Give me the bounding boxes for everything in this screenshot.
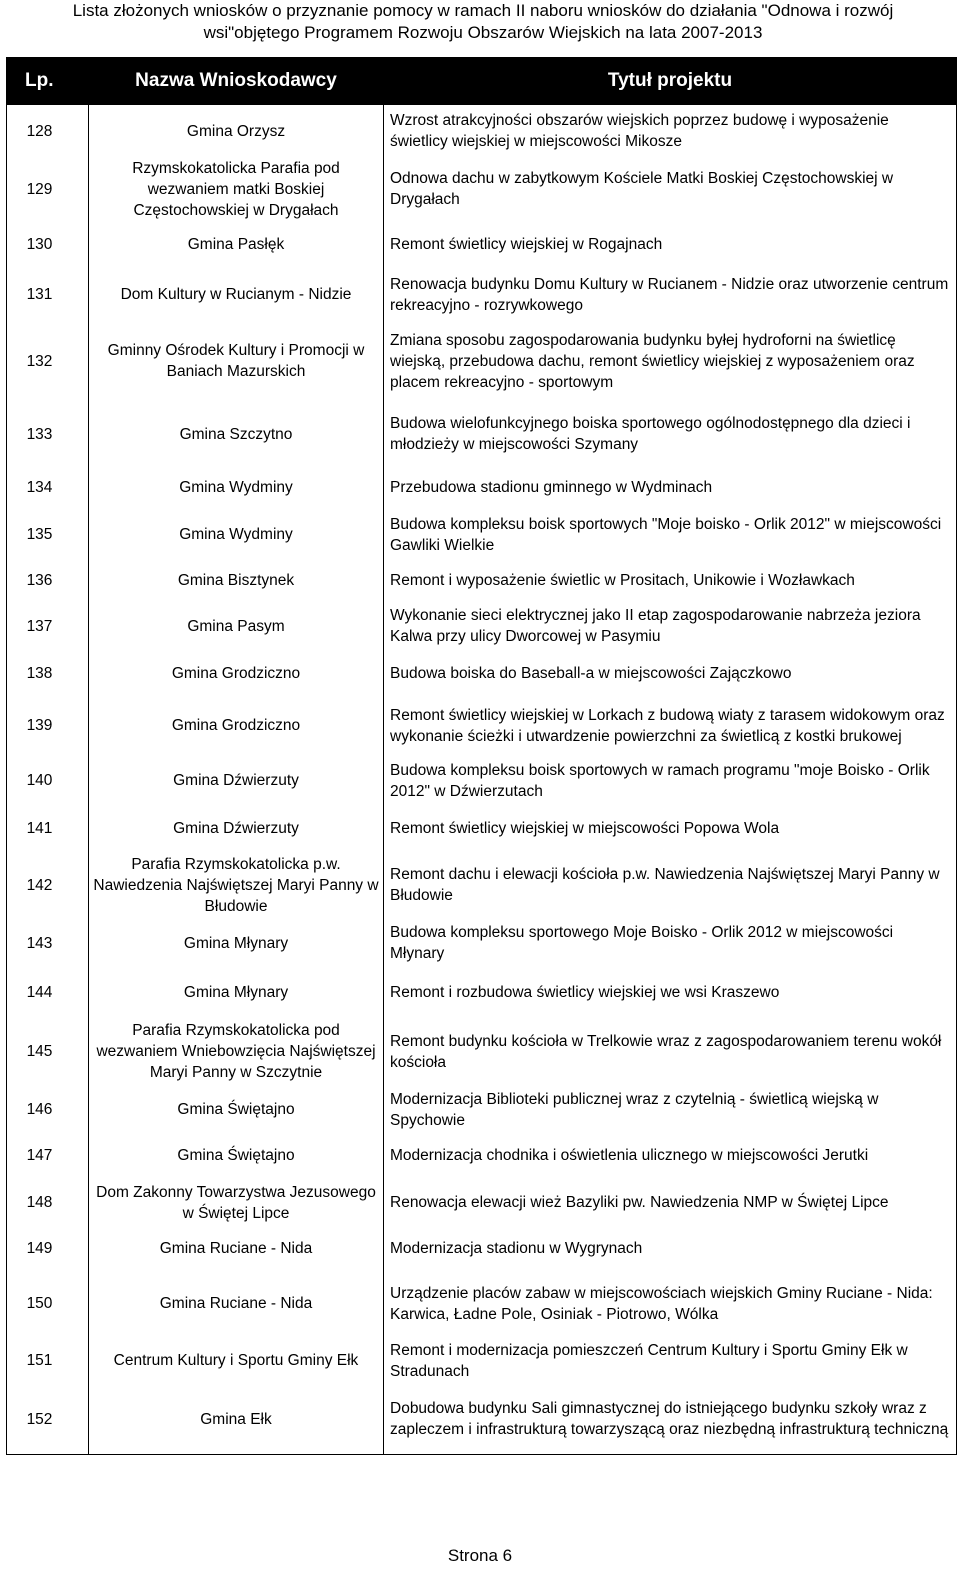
table-row — [7, 1088, 957, 1132]
applicant-name: Gmina Szczytno — [89, 401, 384, 468]
table-row — [7, 508, 957, 562]
project-title: Budowa kompleksu sportowego Moje Boisko - Orlik 2012 w miejscowości Młynary — [384, 918, 957, 969]
page-number: Strona 6 — [447, 1546, 513, 1565]
applicant-name: Gmina Grodziczno — [89, 694, 384, 758]
applicant-name: Parafia Rzymskokatolicka p.w. Nawiedzenia Najświętszej Maryi Panny w Błudowie — [89, 853, 384, 918]
row-number: 137 — [7, 599, 89, 654]
column-header-project: Tytuł projektu — [384, 58, 957, 105]
row-number: 152 — [7, 1385, 89, 1455]
row-number: 128 — [7, 105, 89, 158]
project-title: Renowacja elewacji wież Bazyliki pw. Nawiedzenia NMP w Świętej Lipce — [384, 1179, 957, 1227]
table-row — [7, 322, 957, 401]
table-row — [7, 268, 957, 322]
applicant-name: Gmina Świętajno — [89, 1132, 384, 1179]
project-title: Remont świetlicy wiejskiej w miejscowości Popowa Wola — [384, 804, 957, 853]
column-header-lp: Lp. — [7, 58, 89, 105]
table-row — [7, 1132, 957, 1179]
row-number: 133 — [7, 401, 89, 468]
applicant-name: Gmina Ruciane - Nida — [89, 1227, 384, 1271]
table-row — [7, 221, 957, 268]
applicant-name: Gmina Świętajno — [89, 1088, 384, 1132]
row-number: 139 — [7, 694, 89, 758]
applicant-name: Gmina Pasym — [89, 599, 384, 654]
column-header-applicant: Nazwa Wnioskodawcy — [89, 58, 384, 105]
page-title-line-2: wsi"objętego Programem Rozwoju Obszarów Wiejskich na lata 2007-2013 — [203, 23, 763, 42]
applicant-name: Dom Zakonny Towarzystwa Jezusowego w Świętej Lipce — [89, 1179, 384, 1227]
row-number: 138 — [7, 654, 89, 694]
table-row — [7, 1271, 957, 1337]
row-number: 132 — [7, 322, 89, 401]
row-number: 144 — [7, 969, 89, 1016]
applicant-name: Gmina Ruciane - Nida — [89, 1271, 384, 1337]
applicant-name: Gmina Wydminy — [89, 508, 384, 562]
row-number: 140 — [7, 758, 89, 804]
project-title: Przebudowa stadionu gminnego w Wydminach — [384, 468, 957, 508]
row-number: 150 — [7, 1271, 89, 1337]
project-title: Remont i rozbudowa świetlicy wiejskiej we wsi Kraszewo — [384, 969, 957, 1016]
project-title: Modernizacja stadionu w Wygrynach — [384, 1227, 957, 1271]
applicant-name: Gmina Dźwierzuty — [89, 804, 384, 853]
applicant-name: Gmina Ełk — [89, 1385, 384, 1455]
page-title-line-1: Lista złożonych wniosków o przyznanie pomocy w ramach II naboru wniosków do działania "Odnowa i rozwój — [72, 1, 894, 20]
applicant-name: Parafia Rzymskokatolicka pod wezwaniem Wniebowzięcia Najświętszej Maryi Panny w Szczytnie — [89, 1016, 384, 1088]
table-body — [7, 105, 957, 1455]
project-title: Budowa kompleksu boisk sportowych w ramach programu "moje Boisko - Orlik 2012" w Dźwierzutach — [384, 758, 957, 804]
table-row — [7, 1016, 957, 1088]
row-number: 135 — [7, 508, 89, 562]
project-title: Modernizacja Biblioteki publicznej wraz z czytelnią - świetlicą wiejską w Spychowie — [384, 1088, 957, 1132]
table-row — [7, 654, 957, 694]
table-row — [7, 1337, 957, 1385]
table-row — [7, 853, 957, 918]
table-row — [7, 401, 957, 468]
applicant-name: Dom Kultury w Rucianym - Nidzie — [89, 268, 384, 322]
project-title: Budowa boiska do Baseball-a w miejscowości Zajączkowo — [384, 654, 957, 694]
table-row — [7, 1227, 957, 1271]
row-number: 142 — [7, 853, 89, 918]
applicant-name: Gmina Pasłęk — [89, 221, 384, 268]
row-number: 130 — [7, 221, 89, 268]
project-title: Wzrost atrakcyjności obszarów wiejskich poprzez budowę i wyposażenie świetlicy wiejskiej w miejscowości Mikosze — [384, 105, 957, 158]
project-title: Remont świetlicy wiejskiej w Rogajnach — [384, 221, 957, 268]
project-title: Renowacja budynku Domu Kultury w Rucianem - Nidzie oraz utworzenie centrum rekreacyjno - rozrywkowego — [384, 268, 957, 322]
applications-table-container — [6, 57, 956, 1455]
applicant-name: Gmina Młynary — [89, 918, 384, 969]
row-number: 136 — [7, 562, 89, 599]
table-row — [7, 105, 957, 158]
table-row — [7, 758, 957, 804]
project-title: Remont świetlicy wiejskiej w Lorkach z budową wiaty z tarasem widokowym oraz wykonanie ścieżki i utwardzenie powierzchni za świetlicą z kostki brukowej — [384, 694, 957, 758]
project-title: Budowa kompleksu boisk sportowych "Moje boisko - Orlik 2012" w miejscowości Gawliki Wielkie — [384, 508, 957, 562]
page-title — [6, 0, 960, 44]
project-title: Wykonanie sieci elektrycznej jako II etap zagospodarowanie nabrzeża jeziora Kalwa przy ulicy Dworcowej w Pasymiu — [384, 599, 957, 654]
project-title: Zmiana sposobu zagospodarowania budynku byłej hydroforni na świetlicę wiejską, przebudowa dachu, remont świetlicy wiejskiej z wyposażeniem oraz placem rekreacyjno - sportowym — [384, 322, 957, 401]
project-title: Remont i modernizacja pomieszczeń Centrum Kultury i Sportu Gminy Ełk w Stradunach — [384, 1337, 957, 1385]
applications-table — [6, 57, 957, 1455]
row-number: 145 — [7, 1016, 89, 1088]
project-title: Odnowa dachu w zabytkowym Kościele Matki Boskiej Częstochowskiej w Drygałach — [384, 158, 957, 221]
applicant-name: Rzymskokatolicka Parafia pod wezwaniem matki Boskiej Częstochowskiej w Drygałach — [89, 158, 384, 221]
applicant-name: Gmina Dźwierzuty — [89, 758, 384, 804]
project-title: Budowa wielofunkcyjnego boiska sportowego ogólnodostępnego dla dzieci i młodzieży w miejscowości Szymany — [384, 401, 957, 468]
table-row — [7, 969, 957, 1016]
row-number: 148 — [7, 1179, 89, 1227]
row-number: 143 — [7, 918, 89, 969]
table-row — [7, 804, 957, 853]
row-number: 129 — [7, 158, 89, 221]
applicant-name: Gmina Grodziczno — [89, 654, 384, 694]
table-row — [7, 694, 957, 758]
project-title: Urządzenie placów zabaw w miejscowościach wiejskich Gminy Ruciane - Nida: Karwica, Ładne Pole, Osiniak - Piotrowo, Wólka — [384, 1271, 957, 1337]
applicant-name: Gmina Bisztynek — [89, 562, 384, 599]
table-row — [7, 599, 957, 654]
row-number: 131 — [7, 268, 89, 322]
applicant-name: Gmina Wydminy — [89, 468, 384, 508]
project-title: Dobudowa budynku Sali gimnastycznej do istniejącego budynku szkoły wraz z zapleczem i infrastrukturą towarzyszącą oraz niezbędną infrastrukturą techniczną — [384, 1385, 957, 1455]
applicant-name: Gmina Młynary — [89, 969, 384, 1016]
row-number: 147 — [7, 1132, 89, 1179]
row-number: 141 — [7, 804, 89, 853]
table-row — [7, 918, 957, 969]
project-title: Remont dachu i elewacji kościoła p.w. Nawiedzenia Najświętszej Maryi Panny w Błudowie — [384, 853, 957, 918]
project-title: Remont i wyposażenie świetlic w Prositach, Unikowie i Wozławkach — [384, 562, 957, 599]
table-row — [7, 562, 957, 599]
row-number: 134 — [7, 468, 89, 508]
row-number: 149 — [7, 1227, 89, 1271]
project-title: Modernizacja chodnika i oświetlenia ulicznego w miejscowości Jerutki — [384, 1132, 957, 1179]
row-number: 146 — [7, 1088, 89, 1132]
table-row — [7, 468, 957, 508]
applicant-name: Centrum Kultury i Sportu Gminy Ełk — [89, 1337, 384, 1385]
table-row — [7, 158, 957, 221]
table-header — [7, 58, 957, 105]
table-row — [7, 1385, 957, 1455]
row-number: 151 — [7, 1337, 89, 1385]
applicant-name: Gmina Orzysz — [89, 105, 384, 158]
applicant-name: Gminny Ośrodek Kultury i Promocji w Baniach Mazurskich — [89, 322, 384, 401]
project-title: Remont budynku kościoła w Trelkowie wraz z zagospodarowaniem terenu wokół kościoła — [384, 1016, 957, 1088]
table-row — [7, 1179, 957, 1227]
